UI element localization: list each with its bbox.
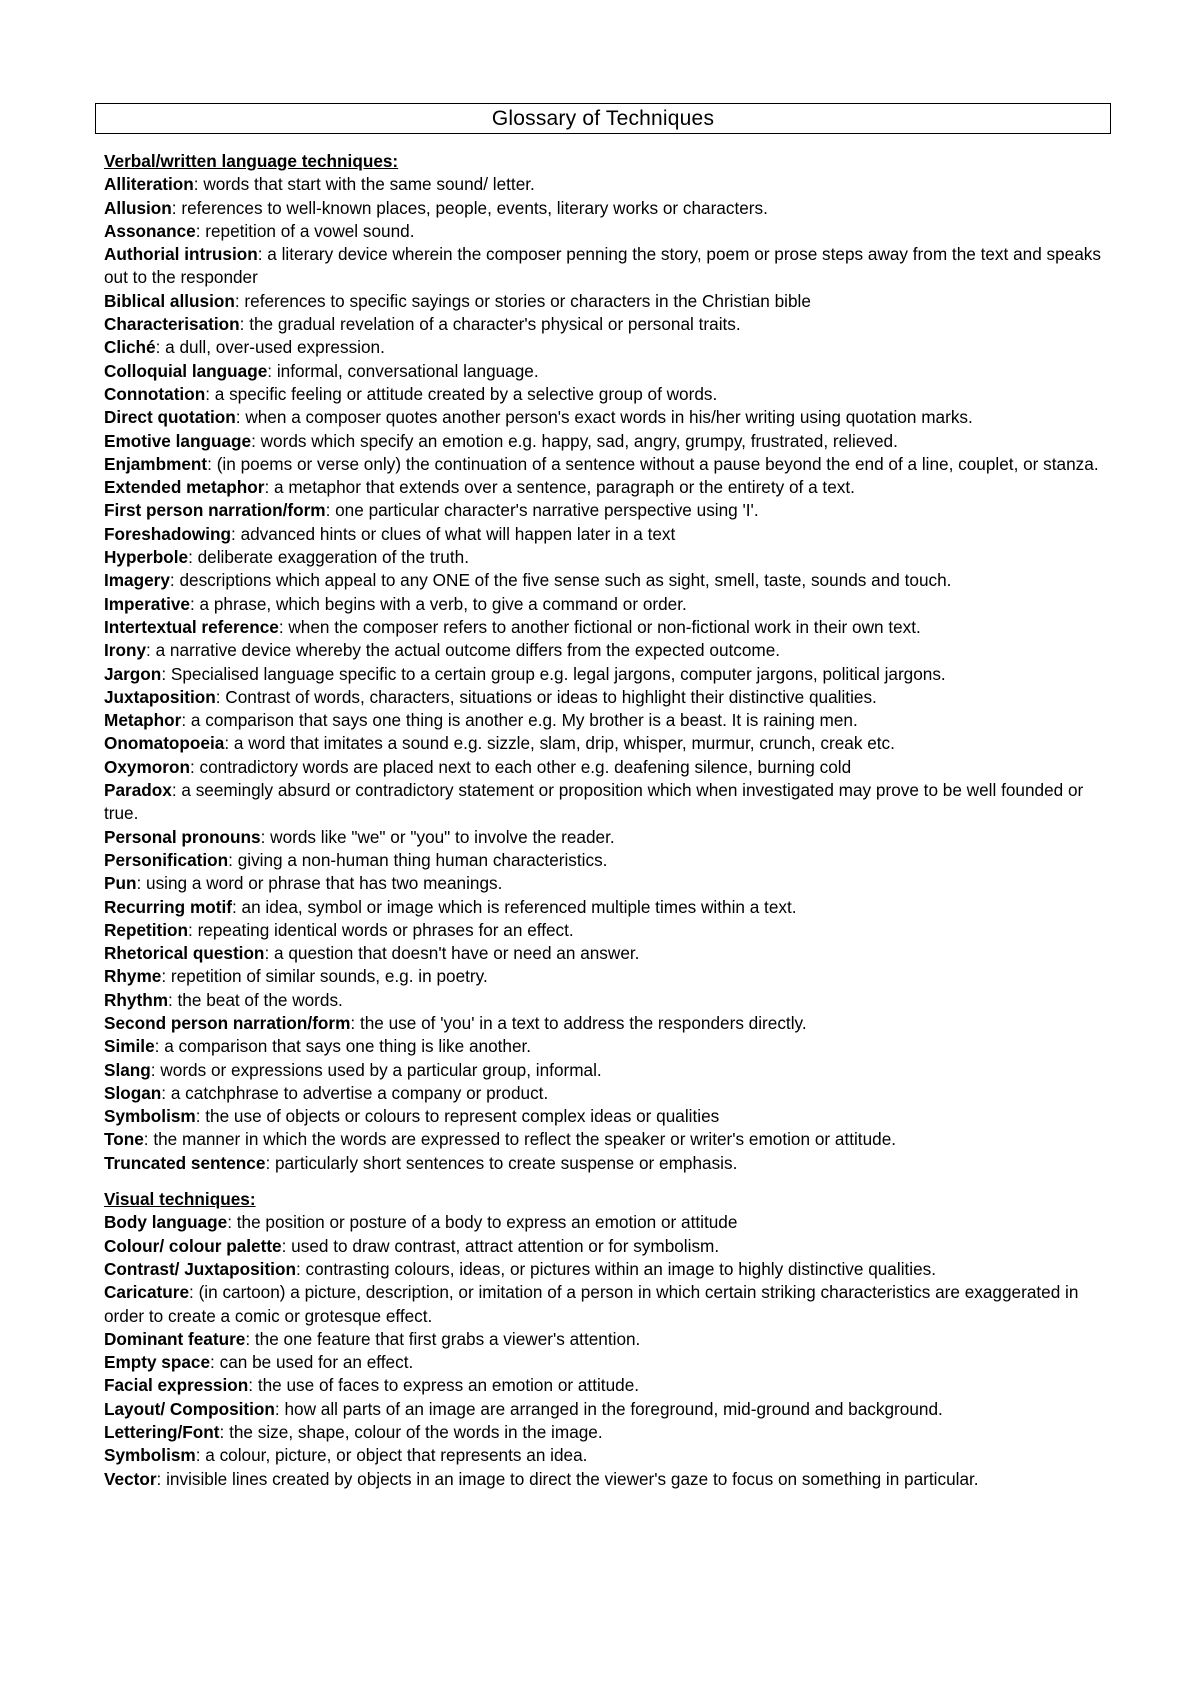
glossary-entry [104,1258,1114,1281]
glossary-entry [104,1105,1114,1128]
glossary-definition: : the beat of the words. [167,989,343,1010]
glossary-entry [104,569,1114,592]
glossary-term: Alliteration [104,174,194,195]
glossary-entry [104,779,1114,826]
glossary-entry [104,220,1114,243]
glossary-definition: : particularly short sentences to create suspense or emphasis. [265,1152,738,1173]
glossary-term: Biblical allusion [104,290,235,311]
glossary-entry [104,360,1114,383]
glossary-definition: : descriptions which appeal to any ONE of the five sense such as sight, smell, taste, sounds and touch. [169,570,952,591]
glossary-entry [104,732,1114,755]
glossary-definition: : a question that doesn't have or need an answer. [264,943,640,964]
glossary-term: Characterisation [104,314,240,335]
glossary-definition: : a literary device wherein the composer penning the story, poem or prose steps away from the text and speaks out to the responder [104,244,1101,288]
section-verbal-techniques [104,150,1114,1175]
glossary-term: Rhyme [104,966,162,987]
glossary-entry [104,663,1114,686]
glossary-definition: : the use of faces to express an emotion or attitude. [248,1375,640,1396]
glossary-entry [104,1128,1114,1151]
glossary-definition: : deliberate exaggeration of the truth. [188,547,469,568]
glossary-definition: : the manner in which the words are expressed to reflect the speaker or writer's emotion or attitude. [143,1129,897,1150]
glossary-term: Emotive language [104,430,252,451]
glossary-term: Hyperbole [104,547,189,568]
glossary-entry [104,1398,1114,1421]
glossary-definition: : a comparison that says one thing is like another. [154,1036,532,1057]
glossary-term: Rhetorical question [104,943,265,964]
glossary-entry [104,1211,1114,1234]
glossary-definition: : words or expressions used by a particular group, informal. [150,1059,602,1080]
glossary-definition: : a metaphor that extends over a sentence, paragraph or the entirety of a text. [264,477,855,498]
glossary-definition: : an idea, symbol or image which is referenced multiple times within a text. [231,896,797,917]
glossary-term: Assonance [104,220,196,241]
glossary-entry [104,896,1114,919]
glossary-body [104,150,1114,1491]
glossary-entry [104,406,1114,429]
glossary-definition: : a catchphrase to advertise a company or product. [161,1082,549,1103]
glossary-entry [104,499,1114,522]
glossary-definition: : (in poems or verse only) the continuation of a sentence without a pause beyond the end of a line, couplet, or stanza. [207,453,1099,474]
glossary-term: Lettering/Font [104,1422,220,1443]
glossary-definition: : a colour, picture, or object that represents an idea. [195,1445,588,1466]
glossary-entry [104,290,1114,313]
glossary-term: Irony [104,640,147,661]
glossary-entry [104,313,1114,336]
glossary-definition: : repetition of a vowel sound. [195,220,415,241]
glossary-definition: : informal, conversational language. [267,360,539,381]
glossary-definition: : invisible lines created by objects in an image to direct the viewer's gaze to focus on something in particular. [156,1468,979,1489]
glossary-definition: : the one feature that first grabs a viewer's attention. [245,1328,641,1349]
glossary-definition: : repetition of similar sounds, e.g. in poetry. [161,966,488,987]
glossary-term: Contrast/ Juxtaposition [104,1258,296,1279]
glossary-term: Pun [104,873,137,894]
glossary-entry [104,965,1114,988]
glossary-definition: : words that start with the same sound/ letter. [193,174,535,195]
glossary-term: Oxymoron [104,756,190,777]
glossary-entry [104,336,1114,359]
glossary-entry [104,173,1114,196]
glossary-entry [104,383,1114,406]
glossary-term: Symbolism [104,1106,196,1127]
glossary-definition: : when the composer refers to another fictional or non-fictional work in their own text. [278,616,921,637]
glossary-entry [104,197,1114,220]
glossary-term: Personification [104,849,229,870]
glossary-term: Truncated sentence [104,1152,266,1173]
glossary-term: Body language [104,1212,228,1233]
glossary-entry [104,1328,1114,1351]
glossary-entry [104,476,1114,499]
glossary-definition: : words which specify an emotion e.g. happy, sad, angry, grumpy, frustrated, relieved. [251,430,898,451]
glossary-definition: : a word that imitates a sound e.g. sizzle, slam, drip, whisper, murmur, crunch, creak etc. [224,733,895,754]
glossary-definition: : contradictory words are placed next to each other e.g. deafening silence, burning cold [189,756,852,777]
glossary-definition: : the gradual revelation of a character's physical or personal traits. [239,314,741,335]
glossary-term: Onomatopoeia [104,733,225,754]
glossary-definition: : contrasting colours, ideas, or pictures within an image to highly distinctive qualities. [295,1258,937,1279]
glossary-term: Extended metaphor [104,477,265,498]
glossary-term: Allusion [104,197,172,218]
glossary-definition: : Contrast of words, characters, situations or ideas to highlight their distinctive qualities. [215,686,877,707]
glossary-entry [104,849,1114,872]
section-spacer [104,1175,1114,1188]
glossary-entry [104,243,1114,290]
glossary-definition: : a narrative device whereby the actual outcome differs from the expected outcome. [146,640,781,661]
glossary-entry [104,942,1114,965]
glossary-term: Symbolism [104,1445,196,1466]
glossary-term: Rhythm [104,989,168,1010]
glossary-definition: : how all parts of an image are arranged in the foreground, mid-ground and background. [274,1398,943,1419]
glossary-definition: : repeating identical words or phrases for an effect. [188,919,574,940]
glossary-term: Foreshadowing [104,523,232,544]
glossary-definition: : a specific feeling or attitude created by a selective group of words. [205,383,718,404]
glossary-entry [104,989,1114,1012]
glossary-term: Layout/ Composition [104,1398,275,1419]
glossary-term: Connotation [104,383,206,404]
glossary-term: Second person narration/form [104,1012,351,1033]
glossary-term: Facial expression [104,1375,249,1396]
glossary-term: Direct quotation [104,407,236,428]
glossary-entry [104,1444,1114,1467]
glossary-entry [104,1059,1114,1082]
glossary-term: Authorial intrusion [104,244,258,265]
glossary-term: First person narration/form [104,500,326,521]
glossary-definition: : (in cartoon) a picture, description, or imitation of a person in which certain striking characteristics are exaggerated in order to create a comic or grotesque effect. [104,1282,1079,1326]
section-heading: Visual techniques: [104,1189,256,1210]
glossary-term: Slogan [104,1082,162,1103]
glossary-term: Dominant feature [104,1328,246,1349]
glossary-term: Intertextual reference [104,616,279,637]
glossary-definition: : can be used for an effect. [210,1352,414,1373]
glossary-term: Imperative [104,593,190,614]
glossary-entry [104,523,1114,546]
glossary-entry [104,709,1114,732]
glossary-term: Colloquial language [104,360,268,381]
glossary-term: Paradox [104,780,172,801]
glossary-entry [104,1468,1114,1491]
section-visual-techniques [104,1188,1114,1491]
glossary-definition: : references to specific sayings or stories or characters in the Christian bible [234,290,811,311]
glossary-definition: : one particular character's narrative perspective using 'I'. [325,500,759,521]
glossary-definition: : references to well-known places, people, events, literary works or characters. [171,197,768,218]
glossary-entry [104,872,1114,895]
glossary-entry [104,826,1114,849]
glossary-definition: : giving a non-human thing human characteristics. [228,849,608,870]
glossary-term: Colour/ colour palette [104,1235,282,1256]
glossary-term: Slang [104,1059,151,1080]
glossary-term: Caricature [104,1282,190,1303]
section-heading: Verbal/written language techniques: [104,151,399,171]
glossary-entry [104,453,1114,476]
glossary-entry [104,1281,1114,1328]
glossary-definition: : Specialised language specific to a certain group e.g. legal jargons, computer jargons, political jargons. [161,663,946,684]
glossary-term: Metaphor [104,710,182,731]
glossary-term: Jargon [104,663,162,684]
glossary-definition: : the use of 'you' in a text to address the responders directly. [350,1012,807,1033]
glossary-definition: : advanced hints or clues of what will happen later in a text [231,523,676,544]
glossary-entry [104,1082,1114,1105]
glossary-definition: : the position or posture of a body to express an emotion or attitude [227,1212,738,1233]
glossary-definition: : used to draw contrast, attract attention or for symbolism. [281,1235,720,1256]
glossary-entry [104,546,1114,569]
glossary-term: Empty space [104,1352,211,1373]
glossary-entry [104,639,1114,662]
glossary-definition: : a seemingly absurd or contradictory statement or proposition which when investigated may prove to be well founded or true. [104,780,1084,824]
glossary-entry [104,616,1114,639]
glossary-entry [104,1421,1114,1444]
glossary-definition: : the size, shape, colour of the words in the image. [219,1422,603,1443]
glossary-definition: : words like "we" or "you" to involve the reader. [260,826,615,847]
glossary-term: Tone [104,1129,144,1150]
glossary-entry [104,593,1114,616]
glossary-entry [104,919,1114,942]
glossary-definition: : the use of objects or colours to represent complex ideas or qualities [195,1106,720,1127]
glossary-entry [104,430,1114,453]
glossary-entry [104,1374,1114,1397]
glossary-term: Personal pronouns [104,826,261,847]
glossary-entry [104,1035,1114,1058]
document-title: Glossary of Techniques [95,103,1111,134]
glossary-definition: : a phrase, which begins with a verb, to give a command or order. [189,593,687,614]
glossary-definition: : a comparison that says one thing is another e.g. My brother is a beast. It is raining men. [181,710,858,731]
glossary-term: Repetition [104,919,189,940]
glossary-term: Juxtaposition [104,686,216,707]
glossary-term: Enjambment [104,453,208,474]
glossary-definition: : a dull, over-used expression. [155,337,385,358]
glossary-term: Recurring motif [104,896,232,917]
glossary-entry [104,686,1114,709]
glossary-term: Imagery [104,570,170,591]
glossary-term: Vector [104,1468,157,1489]
glossary-definition: : using a word or phrase that has two meanings. [136,873,503,894]
glossary-entry [104,756,1114,779]
glossary-entry [104,1351,1114,1374]
glossary-term: Cliché [104,337,156,358]
glossary-entry [104,1235,1114,1258]
glossary-entry [104,1152,1114,1175]
glossary-term: Simile [104,1036,155,1057]
glossary-definition: : when a composer quotes another person's exact words in his/her writing using quotation marks. [235,407,973,428]
glossary-entry [104,1012,1114,1035]
